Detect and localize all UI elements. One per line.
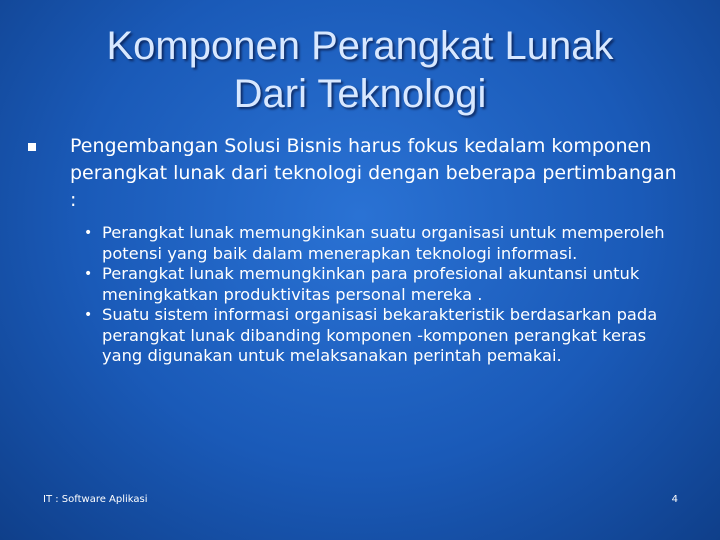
sub-bullet-text: Perangkat lunak memungkinkan para profesional akuntansi untuk meningkatkan produktivitas personal mereka . — [102, 264, 640, 304]
square-bullet-icon — [28, 143, 36, 151]
sub-bullet-text: Suatu sistem informasi organisasi bekarakteristik berdasarkan pada perangkat lunak dibanding komponen -komponen perangkat keras yang digunakan untuk melaksanakan perintah pemakai. — [102, 305, 658, 365]
dot-bullet-icon: • — [84, 307, 93, 323]
main-bullet-text: Pengembangan Solusi Bisnis harus fokus kedalam komponen perangkat lunak dari teknologi dengan beberapa pertimbangan : — [70, 135, 677, 211]
list-item — [82, 223, 682, 264]
footer-label: IT : Software Aplikasi — [43, 494, 148, 505]
page-number: 4 — [671, 494, 678, 505]
title-line-1: Komponen Perangkat Lunak — [106, 24, 614, 68]
list-item — [82, 305, 682, 367]
sub-bullet-text: Perangkat lunak memungkinkan suatu organisasi untuk memperoleh potensi yang baik dalam menerapkan teknologi informasi. — [102, 223, 665, 263]
dot-bullet-icon: • — [84, 266, 93, 282]
title-line-2: Dari Teknologi — [233, 72, 487, 116]
sub-bullet-list — [82, 223, 682, 367]
list-item — [82, 264, 682, 305]
dot-bullet-icon: • — [84, 225, 93, 241]
main-bullet — [28, 133, 688, 214]
slide-title — [60, 22, 660, 118]
